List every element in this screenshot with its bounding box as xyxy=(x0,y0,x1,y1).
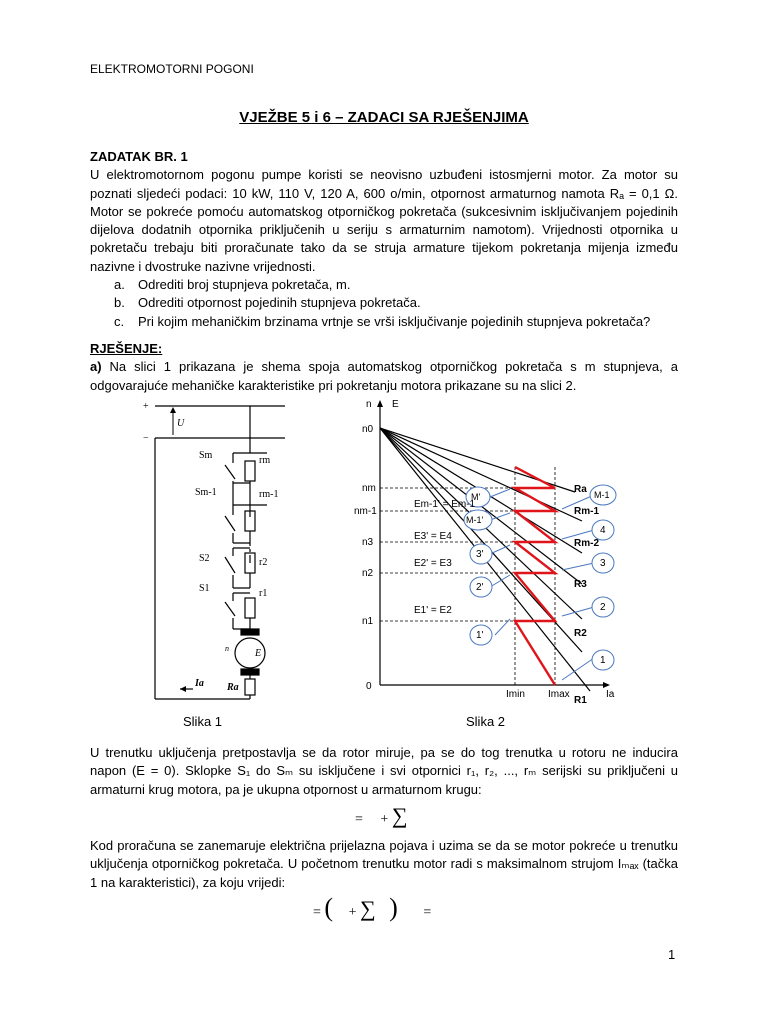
fig2-circle-3: 3 xyxy=(600,558,606,569)
fig2-circle-2: 2 xyxy=(600,602,606,613)
formula-1 xyxy=(355,803,408,829)
page-title: VJEŽBE 5 i 6 – ZADACI SA RJEŠENJIMA xyxy=(239,109,529,126)
formula-1-sum: ∑ xyxy=(391,803,408,828)
solution-a-text xyxy=(90,358,678,395)
fig2-zero: 0 xyxy=(366,681,372,692)
list-item xyxy=(114,276,678,294)
list-item-label: b. xyxy=(114,295,125,311)
formula-1-eq: = xyxy=(355,812,363,827)
solution-section xyxy=(90,340,678,395)
fig1-rm1: rm-1 xyxy=(259,489,279,500)
fig2-nm: nm xyxy=(362,483,376,494)
figure-1-circuit xyxy=(135,393,295,703)
formula-2-plus: + xyxy=(348,905,357,920)
fig2-circle-4: 4 xyxy=(600,525,606,536)
caption-1: Slika 1 xyxy=(183,714,223,729)
list-item-text: Pri kojim mehaničkim brzinama vrtnje se vrši isključivanje pojedinih stupnjeva pokretača? xyxy=(138,313,651,329)
task-section xyxy=(90,148,678,331)
fig2-circle-2p: 2' xyxy=(476,582,484,593)
fig2-eq-2: E2' = E3 xyxy=(414,558,452,569)
fig2-eq-1: E1' = E2 xyxy=(414,605,452,616)
solution-a-body: Na slici 1 prikazana je shema spoja automatskog otporničkog pokretača s m stupnjeva, a odgovarajuće mehaničke karakteristike pri pokretanju motora prikazane su na slici 2. xyxy=(90,359,678,393)
fig2-Imin: Imin xyxy=(506,689,525,700)
fig2-Ra: Ra xyxy=(574,484,587,495)
fig2-Rm2: Rm-2 xyxy=(574,538,600,549)
fig2-n3: n3 xyxy=(362,537,374,548)
paragraph-3: Kod proračuna se zanemaruje električna prijelazna pojava i uzima se da se motor pokreće u trenutku uključenja otporničkog pokretača. U početnom trenutku motor radi s maksimalnom strujom Iₘₐₓ (tačka 1 na karakteristici), za koju vrijedi: xyxy=(90,838,678,890)
fig2-Ia-axis: Ia xyxy=(606,689,615,700)
solution-a-label: a) xyxy=(90,359,102,375)
list-item-label: c. xyxy=(114,313,125,329)
fig2-R2: R2 xyxy=(574,628,587,639)
formula-2: = ( + ∑ ) = xyxy=(313,893,432,922)
fig2-n2: n2 xyxy=(362,568,374,579)
solution-heading: RJEŠENJE: xyxy=(90,341,163,356)
fig1-plus: + xyxy=(143,401,149,412)
fig1-Sm: Sm xyxy=(199,450,213,461)
figure-2-characteristics xyxy=(350,395,630,707)
fig2-Imax: Imax xyxy=(548,689,570,700)
task-text: U elektromotornom pogonu pumpe koristi se neovisno uzbuđeni istosmjerni motor. Za motor su poznati sljedeći podaci: 10 kW, 110 V, 120 A, 600 o/min, otpornost armaturnog namota Rₐ = 0,1 Ω. Motor se pokreće pomoću automatskog otporničkog pokretača (sukcesivnim isključivanjem pojedinih dijelova dodatnih otpornika priključenih u seriju s armaturnim namotom). Vrijednosti otpornika u pokretaču trebaju biti proračunate tako da se struja armature tijekom pokretanja mijenja između nazivne i dvostruke nazivne vrijednosti. xyxy=(90,167,678,274)
fig1-U: U xyxy=(177,418,185,429)
formula-2-eq: = xyxy=(313,905,321,920)
list-item xyxy=(114,313,678,331)
fig1-E: E xyxy=(255,648,262,659)
formula-2-eq2: = xyxy=(423,905,432,920)
fig2-circle-3p: 3' xyxy=(476,549,484,560)
fig1-n: n xyxy=(225,644,229,653)
fig1-Ia: Ia xyxy=(195,678,204,689)
fig1-r1: r1 xyxy=(259,588,268,599)
fig2-circle-1p: 1' xyxy=(476,630,484,641)
page-number: 1 xyxy=(668,947,676,962)
task-list xyxy=(114,276,678,331)
fig2-circle-1: 1 xyxy=(600,655,606,666)
fig2-circle-Mp: M' xyxy=(471,492,481,502)
fig2-E-axis: E xyxy=(392,399,399,410)
fig2-circle-M1p: M-1' xyxy=(466,515,484,525)
document-header: ELEKTROMOTORNI POGONI xyxy=(90,62,254,76)
fig2-eq-3: E3' = E4 xyxy=(414,531,452,542)
fig1-S2: S2 xyxy=(199,553,210,564)
fig1-Ra: Ra xyxy=(227,682,239,693)
paragraph-2: U trenutku uključenja pretpostavlja se da rotor miruje, pa se do tog trenutka u rotoru ne inducira napon (E = 0). Sklopke S₁ do Sₘ su isključene i svi otpornici r₁, r₂, ..., rₘ serijski su priključeni u armaturni krug motora, pa je ukupna otpornost u armaturnom krugu: xyxy=(90,745,678,797)
fig2-nm1: nm-1 xyxy=(354,506,377,517)
task-heading: ZADATAK BR. 1 xyxy=(90,149,188,164)
fig2-n0: n0 xyxy=(362,424,374,435)
fig2-n1: n1 xyxy=(362,616,374,627)
formula-2-sum: ∑ xyxy=(359,896,376,921)
list-item-text: Odrediti otpornost pojedinih stupnjeva pokretača. xyxy=(138,295,421,311)
list-item xyxy=(114,294,678,312)
fig1-Sm1: Sm-1 xyxy=(195,487,217,498)
caption-2: Slika 2 xyxy=(466,714,506,729)
fig2-R1: R1 xyxy=(574,695,587,706)
fig2-circle-M1: M-1 xyxy=(594,490,610,500)
fig1-r2: r2 xyxy=(259,557,268,568)
list-item-label: a. xyxy=(114,277,125,293)
fig1-minus: − xyxy=(143,433,149,444)
fig2-eq-m1: Em-1' = Em-1 xyxy=(414,499,476,510)
list-item-text: Odrediti broj stupnjeva pokretača, m. xyxy=(138,277,351,293)
formula-1-plus: + xyxy=(380,812,389,827)
fig1-S1: S1 xyxy=(199,583,210,594)
fig2-Rm1: Rm-1 xyxy=(574,506,600,517)
fig1-rm: rm xyxy=(259,455,271,466)
fig2-R3: R3 xyxy=(574,579,587,590)
fig2-n-axis: n xyxy=(366,399,372,410)
